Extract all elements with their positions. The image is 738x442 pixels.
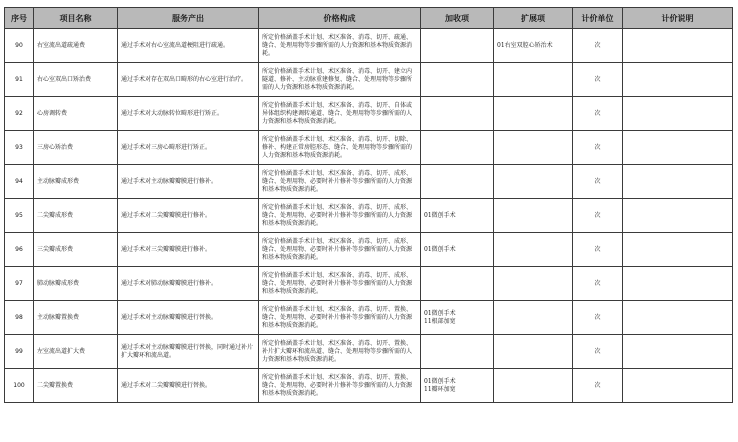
cell-unit: 次 <box>573 233 623 267</box>
cell-price-composition: 所定价格涵盖手术计划、术区准备、消毒、切开、自体或异体组织构建调转通道、缝合、处理用物等步骤所需的人力资源和基本物质资源消耗。 <box>259 97 421 131</box>
cell-pricing-note <box>623 29 733 63</box>
cell-no: 97 <box>5 267 34 301</box>
table-row <box>5 199 733 233</box>
cell-service-output: 通过手术对肺动脉瓣瓣膜进行修补。 <box>118 267 259 301</box>
cell-pricing-note <box>623 369 733 403</box>
cell-surcharge: 01微创手术 <box>421 233 494 267</box>
cell-pricing-note <box>623 97 733 131</box>
cell-pricing-note <box>623 131 733 165</box>
header-extension: 扩展项 <box>494 8 573 29</box>
cell-price-composition: 所定价格涵盖手术计划、术区准备、消毒、切开、置换、缝合、处理用物、必要时补片修补等步骤所需的人力资源和基本物质资源消耗。 <box>259 369 421 403</box>
cell-service-output: 通过手术对二尖瓣瓣膜进行替换。 <box>118 369 259 403</box>
cell-service-output: 通过手术对主动脉瓣瓣膜进行替换，同时通过补片扩大瓣环和流出道。 <box>118 335 259 369</box>
cell-no: 98 <box>5 301 34 335</box>
cell-item-name: 二尖瓣置换费 <box>34 369 118 403</box>
cell-no: 95 <box>5 199 34 233</box>
table-row <box>5 131 733 165</box>
header-price-composition: 价格构成 <box>259 8 421 29</box>
cell-no: 90 <box>5 29 34 63</box>
cell-unit: 次 <box>573 29 623 63</box>
cell-extension <box>494 301 573 335</box>
cell-unit: 次 <box>573 199 623 233</box>
table-row <box>5 29 733 63</box>
cell-pricing-note <box>623 267 733 301</box>
cell-service-output: 通过手术对右心室流出道梗阻进行疏通。 <box>118 29 259 63</box>
cell-price-composition: 所定价格涵盖手术计划、术区准备、消毒、切开、成形、缝合、处理用物、必要时补片修补等步骤所需的人力资源和基本物质资源消耗。 <box>259 199 421 233</box>
table-row <box>5 233 733 267</box>
cell-extension <box>494 131 573 165</box>
cell-unit: 次 <box>573 267 623 301</box>
table-row <box>5 369 733 403</box>
cell-price-composition: 所定价格涵盖手术计划、术区准备、消毒、切开、置换、缝合、处理用物、必要时补片修补等步骤所需的人力资源和基本物质资源消耗。 <box>259 301 421 335</box>
cell-item-name: 心房调转费 <box>34 97 118 131</box>
cell-no: 99 <box>5 335 34 369</box>
cell-no: 91 <box>5 63 34 97</box>
cell-service-output: 通过手术对主动脉瓣瓣膜进行修补。 <box>118 165 259 199</box>
cell-price-composition: 所定价格涵盖手术计划、术区准备、消毒、切开、置换、补片扩大瓣环和流出道、缝合、处理用物等步骤所需的人力资源和基本物质资源消耗。 <box>259 335 421 369</box>
cell-surcharge <box>421 267 494 301</box>
cell-price-composition: 所定价格涵盖手术计划、术区准备、消毒、切开、切除、修补、构建正常房腔形态、缝合、处理用物等步骤所需的人力资源和基本物质资源消耗。 <box>259 131 421 165</box>
cell-no: 94 <box>5 165 34 199</box>
cell-surcharge <box>421 335 494 369</box>
cell-no: 96 <box>5 233 34 267</box>
cell-unit: 次 <box>573 97 623 131</box>
table-row <box>5 301 733 335</box>
cell-extension <box>494 97 573 131</box>
cell-price-composition: 所定价格涵盖手术计划、术区准备、消毒、切开、成形、缝合、处理用物、必要时补片修补等步骤所需的人力资源和基本物质资源消耗。 <box>259 233 421 267</box>
cell-extension <box>494 63 573 97</box>
cell-surcharge <box>421 97 494 131</box>
cell-unit: 次 <box>573 165 623 199</box>
cell-item-name: 左室流出道扩大费 <box>34 335 118 369</box>
cell-service-output: 通过手术对三尖瓣瓣膜进行修补。 <box>118 233 259 267</box>
cell-no: 93 <box>5 131 34 165</box>
pricing-table <box>4 7 733 403</box>
cell-surcharge: 01微创手术 11根部加宽 <box>421 301 494 335</box>
cell-price-composition: 所定价格涵盖手术计划、术区准备、消毒、切开、疏通、缝合、处理用物等步骤所需的人力资源和基本物质资源消耗。 <box>259 29 421 63</box>
cell-item-name: 主动脉瓣置换费 <box>34 301 118 335</box>
header-no: 序号 <box>5 8 34 29</box>
cell-no: 92 <box>5 97 34 131</box>
header-item-name: 项目名称 <box>34 8 118 29</box>
cell-item-name: 二尖瓣成形费 <box>34 199 118 233</box>
header-surcharge: 加收项 <box>421 8 494 29</box>
cell-unit: 次 <box>573 369 623 403</box>
cell-extension <box>494 233 573 267</box>
cell-extension: 01右室双腔心矫治术 <box>494 29 573 63</box>
table-row <box>5 335 733 369</box>
cell-pricing-note <box>623 233 733 267</box>
cell-extension <box>494 369 573 403</box>
header-pricing-note: 计价说明 <box>623 8 733 29</box>
cell-item-name: 右心室双出口矫治费 <box>34 63 118 97</box>
header-unit: 计价单位 <box>573 8 623 29</box>
cell-item-name: 右室流出道疏通费 <box>34 29 118 63</box>
table-row <box>5 165 733 199</box>
cell-pricing-note <box>623 165 733 199</box>
cell-pricing-note <box>623 335 733 369</box>
cell-surcharge: 01微创手术 11瓣环加宽 <box>421 369 494 403</box>
cell-pricing-note <box>623 301 733 335</box>
cell-unit: 次 <box>573 335 623 369</box>
cell-item-name: 三尖瓣成形费 <box>34 233 118 267</box>
cell-no: 100 <box>5 369 34 403</box>
table-row <box>5 97 733 131</box>
cell-unit: 次 <box>573 63 623 97</box>
cell-surcharge <box>421 131 494 165</box>
cell-unit: 次 <box>573 131 623 165</box>
table-row <box>5 63 733 97</box>
header-service-output: 服务产出 <box>118 8 259 29</box>
cell-service-output: 通过手术对二尖瓣瓣膜进行修补。 <box>118 199 259 233</box>
cell-item-name: 三房心矫治费 <box>34 131 118 165</box>
cell-unit: 次 <box>573 301 623 335</box>
cell-extension <box>494 165 573 199</box>
cell-pricing-note <box>623 63 733 97</box>
cell-extension <box>494 199 573 233</box>
cell-surcharge <box>421 29 494 63</box>
table-header-row <box>5 8 733 29</box>
cell-price-composition: 所定价格涵盖手术计划、术区准备、消毒、切开、成形、缝合、处理用物、必要时补片修补等步骤所需的人力资源和基本物质资源消耗。 <box>259 267 421 301</box>
pricing-document <box>4 7 733 403</box>
cell-item-name: 主动脉瓣成形费 <box>34 165 118 199</box>
table-row <box>5 267 733 301</box>
cell-extension <box>494 335 573 369</box>
cell-price-composition: 所定价格涵盖手术计划、术区准备、消毒、切开、建立内隧道、修补、主动脉重建修复、缝合、处理用物等步骤所需的人力资源和基本物质资源消耗。 <box>259 63 421 97</box>
cell-pricing-note <box>623 199 733 233</box>
cell-service-output: 通过手术对大动脉转位畸形进行矫正。 <box>118 97 259 131</box>
cell-service-output: 通过手术对三房心畸形进行矫正。 <box>118 131 259 165</box>
cell-surcharge <box>421 165 494 199</box>
cell-price-composition: 所定价格涵盖手术计划、术区准备、消毒、切开、成形、缝合、处理用物、必要时补片修补等步骤所需的人力资源和基本物质资源消耗。 <box>259 165 421 199</box>
cell-service-output: 通过手术对主动脉瓣瓣膜进行替换。 <box>118 301 259 335</box>
cell-item-name: 肺动脉瓣成形费 <box>34 267 118 301</box>
cell-surcharge: 01微创手术 <box>421 199 494 233</box>
cell-service-output: 通过手术对存在双出口畸形的右心室进行治疗。 <box>118 63 259 97</box>
cell-extension <box>494 267 573 301</box>
cell-surcharge <box>421 63 494 97</box>
